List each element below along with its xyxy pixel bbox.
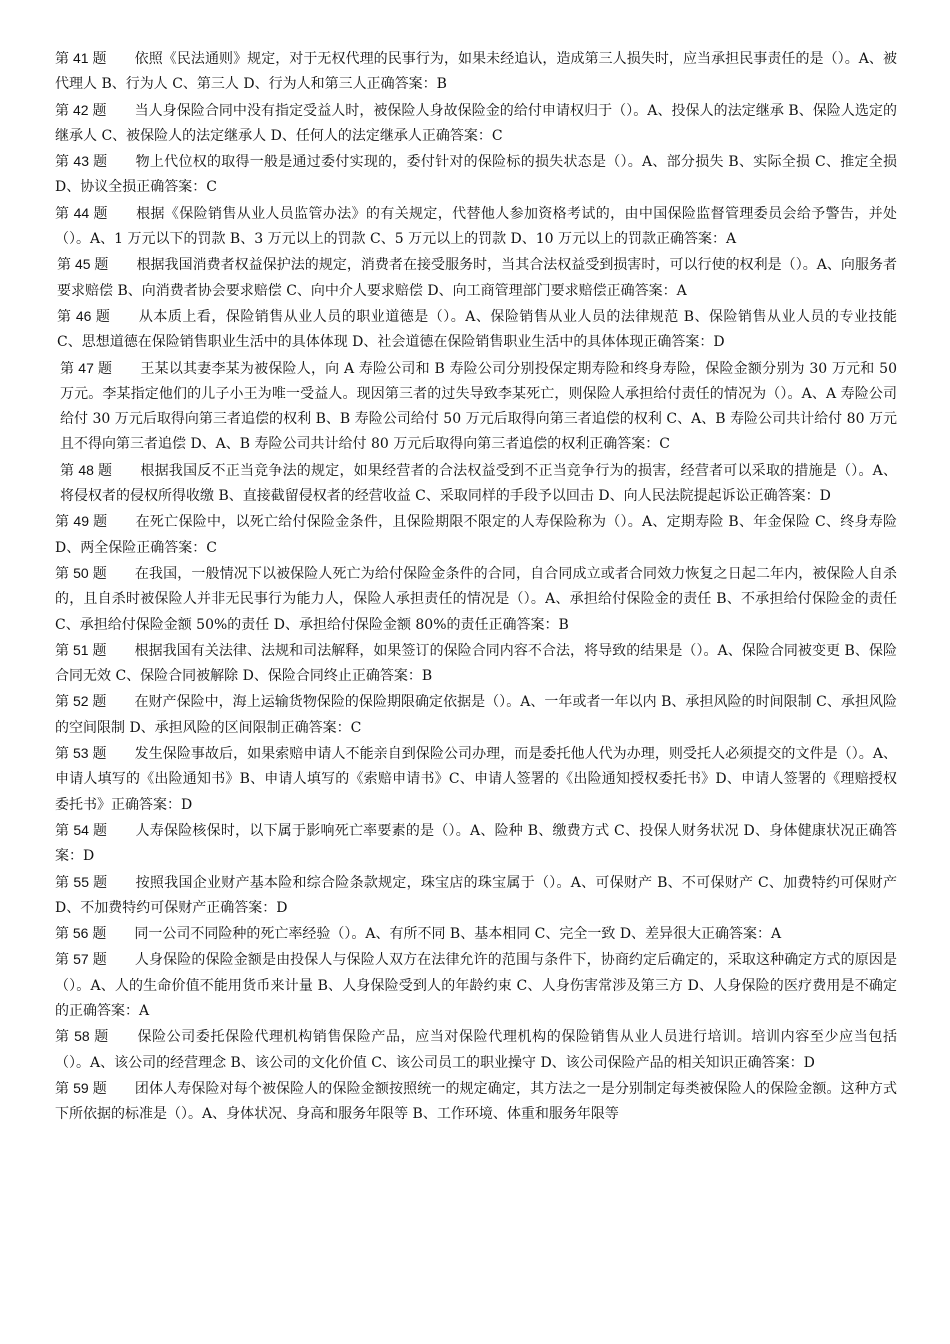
question-number: 第 49 题 <box>55 513 108 530</box>
question-text: 发生保险事故后，如果索赔申请人不能亲自到保险公司办理，而是委托他人代为办理，则受托人必须提交的文件是（）。A、申请人填写的《出险通知书》B、申请人填写的《索赔申请书》C、申请人签署的《出险通知授权委托书》D、申请人签署的《理赔授权委托书》正确答案：D <box>55 746 897 813</box>
question-text: 物上代位权的取得一般是通过委付实现的，委付针对的保险标的损失状态是（）。A、部分损失 B、实际全损 C、推定全损 D、协议全损正确答案：C <box>55 154 897 196</box>
question-text: 从本质上看，保险销售从业人员的职业道德是（）。A、保险销售从业人员的法律规范 B、保险销售从业人员的专业技能 C、思想道德在保险销售职业生活中的具体体现 D、社会道德在保险销售职业生活中的具体体现正确答案：D <box>57 308 897 351</box>
question-number: 第 59 题 <box>55 1079 107 1096</box>
question-56 <box>55 921 897 947</box>
question-number: 第 43 题 <box>55 153 108 170</box>
question-text: 按照我国企业财产基本险和综合险条款规定，珠宝店的珠宝属于（）。A、可保财产 B、不可保财产 C、加费特约可保财产 D、不加费特约可保财产正确答案：D <box>55 874 897 916</box>
question-number: 第 46 题 <box>57 307 111 324</box>
question-59 <box>55 1076 897 1128</box>
question-text: 在财产保险中，海上运输货物保险的保险期限确定依据是（）。A、一年或者一年以内 B、承担风险的时间限制 C、承担风险的空间限制 D、承担风险的区间限制正确答案：C <box>55 694 897 736</box>
question-number: 第 56 题 <box>55 925 107 942</box>
question-58 <box>55 1024 897 1076</box>
question-41 <box>55 46 897 98</box>
question-number: 第 51 题 <box>55 641 107 658</box>
question-text: 根据《保险销售从业人员监管办法》的有关规定，代替他人参加资格考试的，由中国保险监督管理委员会给予警告，并处（）。A、1 万元以下的罚款 B、3 万元以上的罚款 C、5 万元以上的罚款 D、10 万元以上的罚款正确答案：A <box>55 205 898 248</box>
question-43 <box>55 149 897 201</box>
question-54 <box>55 818 897 870</box>
question-number: 第 52 题 <box>55 693 107 710</box>
question-44 <box>55 201 897 253</box>
question-text: 当人身保险合同中没有指定受益人时，被保险人身故保险金的给付申请权归于（）。A、投保人的法定继承 B、保险人选定的继承人 C、被保险人的法定继承人 D、任何人的法定继承人正确答案：C <box>55 102 897 144</box>
question-47 <box>55 356 897 458</box>
question-text: 王某以其妻李某为被保险人，向 A 寿险公司和 B 寿险公司分别投保定期寿险和终身寿险，保险金额分别为 30 万元和 50 万元。李某指定他们的儿子小王为唯一受益人。现因第三者的过失导致李某死亡，则保险人承担给付责任的情况为（）。A、A 寿险公司给付 30 万元后取得向第三者追偿的权利 B、B 寿险公司给付 50 万元后取得向第三者追偿的权利 C、A、B 寿险公司共计给付 80 万元且不得向第三者追偿 D、A、B 寿险公司共计给付 80 万元后取得向第三者追偿的权利正确答案：C <box>60 360 897 453</box>
question-number: 第 50 题 <box>55 564 107 581</box>
question-number: 第 45 题 <box>57 256 109 273</box>
question-text: 根据我国反不正当竞争法的规定，如果经营者的合法权益受到不正当竞争行为的损害，经营者可以采取的措施是（）。A、将侵权者的侵权所得收缴 B、直接截留侵权者的经营收益 C、采取同样的手段予以回击 D、向人民法院提起诉讼正确答案：D <box>60 462 897 505</box>
question-55 <box>55 870 897 922</box>
question-45 <box>55 252 897 304</box>
question-text: 保险公司委托保险代理机构销售保险产品，应当对保险代理机构的保险销售从业人员进行培训。培训内容至少应当包括（）。A、该公司的经营理念 B、该公司的文化价值 C、该公司员工的职业操守 D、该公司保险产品的相关知识正确答案：D <box>55 1029 897 1071</box>
question-number: 第 54 题 <box>55 821 108 838</box>
question-text: 人寿保险核保时，以下属于影响死亡率要素的是（）。A、险种 B、缴费方式 C、投保人财务状况 D、身体健康状况正确答案：D <box>55 822 898 865</box>
question-number: 第 48 题 <box>60 461 113 478</box>
document-body <box>55 46 897 1127</box>
question-42 <box>55 98 897 150</box>
question-number: 第 58 题 <box>55 1028 109 1045</box>
question-text: 根据我国消费者权益保护法的规定，消费者在接受服务时，当其合法权益受到损害时，可以行使的权利是（）。A、向服务者要求赔偿 B、向消费者协会要求赔偿 C、向中介人要求赔偿 D、向工商管理部门要求赔偿正确答案：A <box>57 257 898 299</box>
question-number: 第 55 题 <box>55 873 108 890</box>
question-number: 第 47 题 <box>60 359 113 376</box>
question-51 <box>55 638 897 690</box>
question-53 <box>55 741 897 818</box>
question-text: 依照《民法通则》规定，对于无权代理的民事行为，如果未经追认，造成第三人损失时，应当承担民事责任的是（）。A、被代理人 B、行为人 C、第三人 D、行为人和第三人正确答案：B <box>55 51 897 93</box>
question-text: 同一公司不同险种的死亡率经验（）。A、有所不同 B、基本相同 C、完全一致 D、差异很大正确答案：A <box>134 926 782 943</box>
question-46 <box>55 304 897 356</box>
question-49 <box>55 509 897 561</box>
question-number: 第 42 题 <box>55 101 107 118</box>
question-number: 第 44 题 <box>55 204 108 221</box>
question-text: 在我国，一般情况下以被保险人死亡为给付保险金条件的合同，自合同成立或者合同效力恢复之日起二年内，被保险人自杀的，且自杀时被保险人并非无民事行为能力人，保险人承担责任的情况是（）。A、承担给付保险金的责任 B、不承担给付保险金的责任 C、承担给付保险金额 50%的责任 D、承担给付保险金额 80%的责任正确答案：B <box>55 565 897 633</box>
question-number: 第 53 题 <box>55 745 107 762</box>
question-text: 团体人寿保险对每个被保险人的保险金额按照统一的规定确定，其方法之一是分别制定每类被保险人的保险金额。这种方式下所依据的标准是（）。A、身体状况、身高和服务年限等 B、工作环境、体重和服务年限等 <box>55 1080 897 1123</box>
question-text: 在死亡保险中，以死亡给付保险金条件，且保险期限不限定的人寿保险称为（）。A、定期寿险 B、年金保险 C、终身寿险 D、两全保险正确答案：C <box>55 514 897 556</box>
question-57 <box>55 947 897 1024</box>
question-number: 第 41 题 <box>55 50 107 66</box>
question-50 <box>55 561 897 638</box>
question-52 <box>55 689 897 741</box>
question-48 <box>55 458 897 510</box>
question-text: 人身保险的保险金额是由投保人与保险人双方在法律允许的范围与条件下，协商约定后确定的，采取这种确定方式的原因是（）。A、人的生命价值不能用货币来计量 B、人身保险受到人的年龄约束 C、人身伤害常涉及第三方 D、人身保险的医疗费用是不确定的正确答案：A <box>55 952 897 1019</box>
question-number: 第 57 题 <box>55 951 107 968</box>
question-text: 根据我国有关法律、法规和司法解释，如果签订的保险合同内容不合法，将导致的结果是（）。A、保险合同被变更 B、保险合同无效 C、保险合同被解除 D、保险合同终止正确答案：B <box>55 642 897 685</box>
